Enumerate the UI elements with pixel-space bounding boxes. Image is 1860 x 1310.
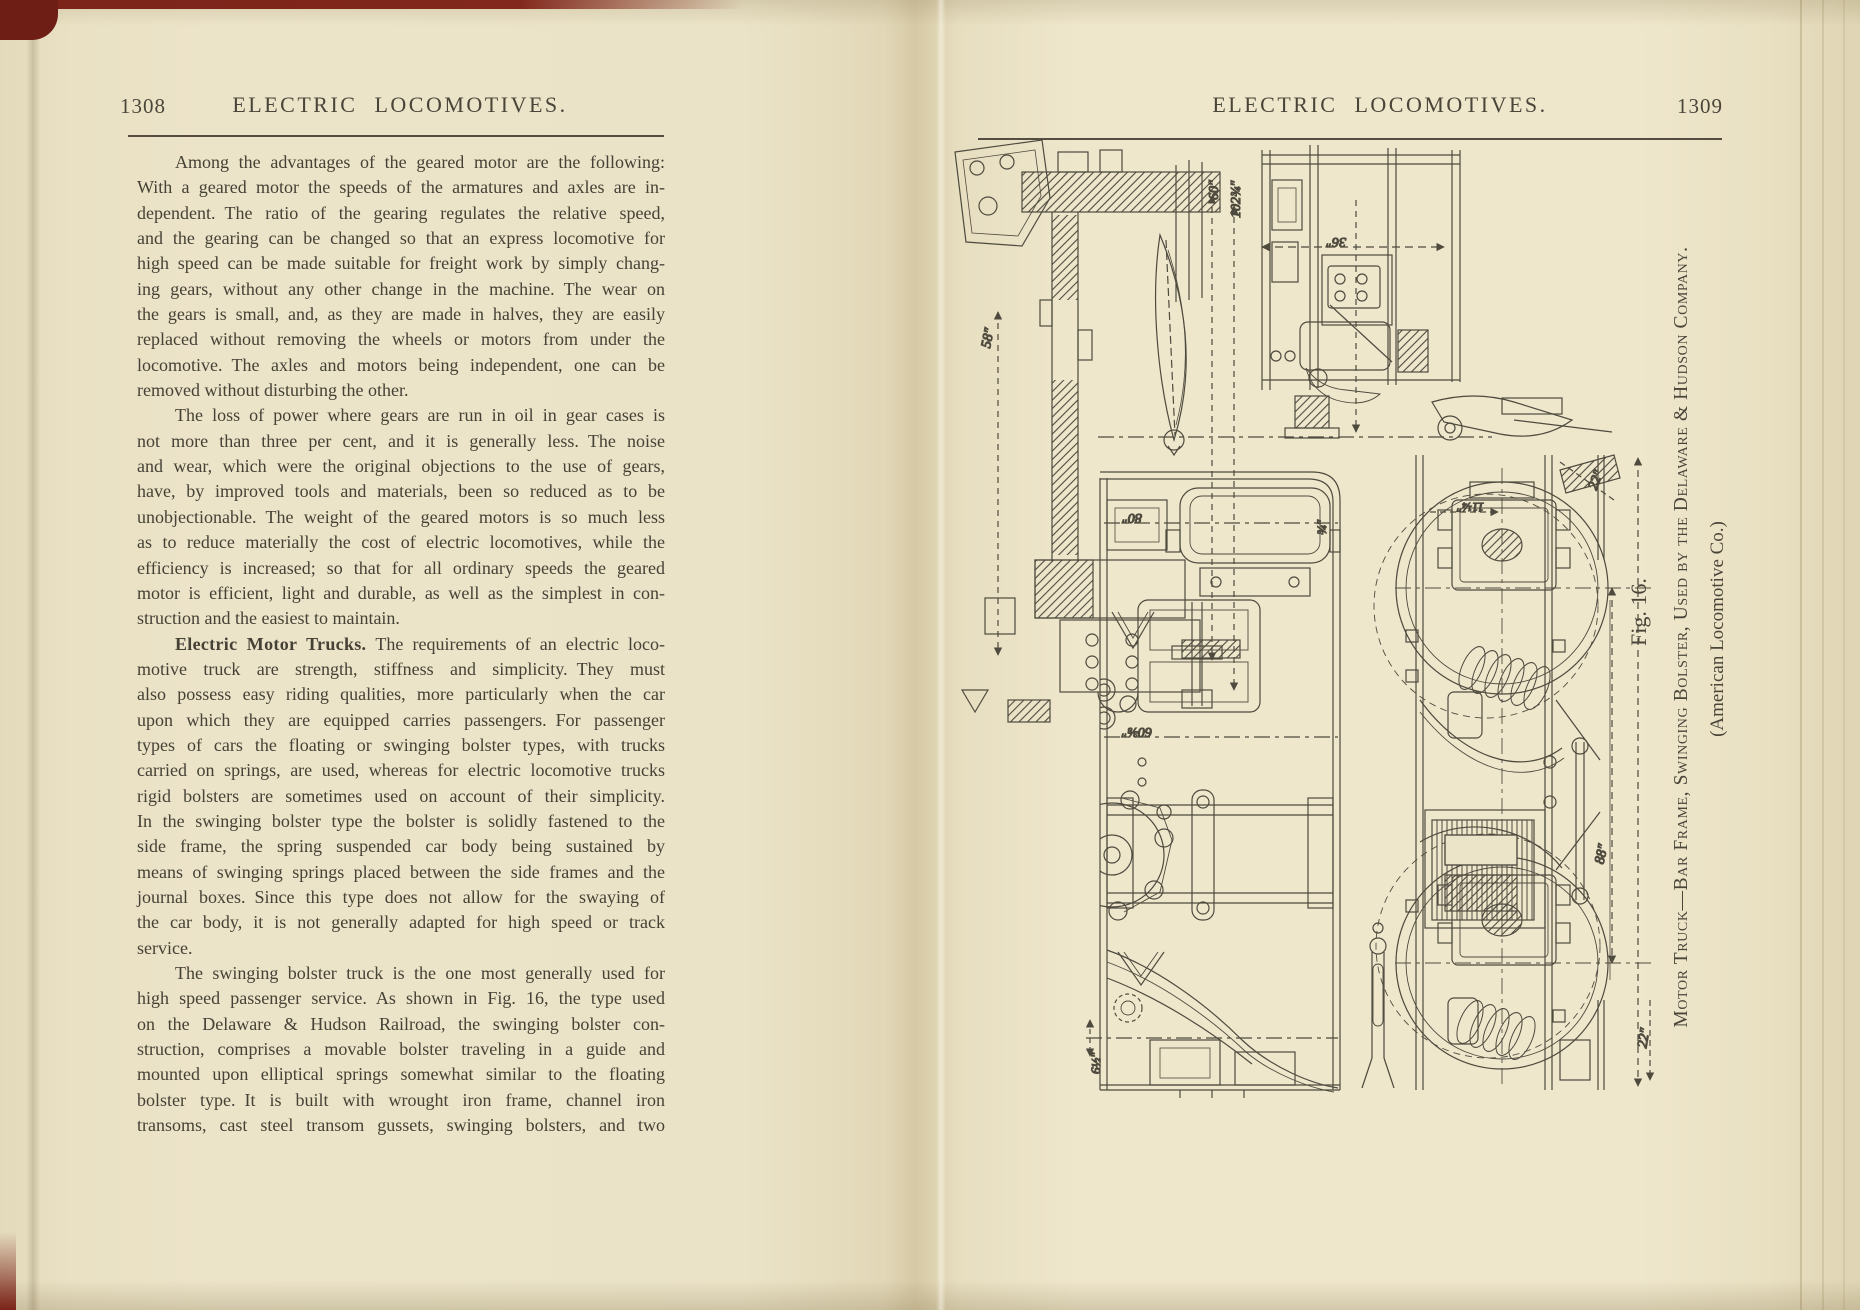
- text-line: also possess easy riding qualities, more particularly when the car: [137, 684, 665, 705]
- text-line: struction, comprises a movable bolster traveling in a guide and: [137, 1039, 665, 1060]
- text-line: removed without disturbing the other.: [137, 380, 409, 401]
- text-line: transoms, cast steel transom gussets, swinging bolsters, and two: [137, 1115, 665, 1136]
- text-line: dependent. The ratio of the gearing regulates the relative speed,: [137, 202, 665, 223]
- text-line: Electric Motor Trucks. The requirements of an electric loco-: [175, 633, 665, 654]
- text-line: service.: [137, 937, 193, 958]
- figure-credit: (American Locomotive Co.): [1707, 521, 1728, 737]
- text-line: With a geared motor the speeds of the armatures and axles are in-: [137, 177, 665, 198]
- svg-text:11¼″: 11¼″: [1456, 500, 1484, 515]
- svg-text:60″: 60″: [1207, 180, 1222, 200]
- text-line: locomotive. The axles and motors being independent, one can be: [137, 354, 665, 375]
- text-line: The loss of power where gears are run in oil in gear cases is: [175, 405, 665, 426]
- text-line: journal boxes. Since this type does not allow for the swaying of: [137, 886, 665, 907]
- svg-text:¾″: ¾″: [1314, 519, 1329, 535]
- svg-text:36″: 36″: [1326, 234, 1346, 249]
- text-line: high speed can be made suitable for freight work by simply chang-: [137, 253, 665, 274]
- svg-text:60⅜″: 60⅜″: [1121, 724, 1152, 739]
- svg-text:88″: 88″: [1592, 842, 1612, 866]
- text-line: efficiency is increased; so that for all ordinary speeds the geared: [137, 557, 665, 578]
- text-line: carried on springs, are used, whereas for electric locomotive trucks: [137, 760, 665, 781]
- svg-text:6½″: 6½″: [1088, 1052, 1103, 1074]
- page-number-right: 1309: [1677, 94, 1723, 118]
- running-head-left: ELECTRIC LOCOMOTIVES.: [232, 92, 568, 117]
- text-line: side frame, the spring suspended car body being sustained by: [137, 836, 665, 857]
- text-line: Among the advantages of the geared motor are the following:: [175, 152, 665, 172]
- text-line: motive truck are strength, stiffness and simplicity. They must: [137, 658, 665, 679]
- elevation-view: [1374, 455, 1655, 1090]
- plan-view: [1060, 472, 1340, 1098]
- text-line: high speed passenger service. As shown in Fig. 16, the type used: [137, 988, 665, 1009]
- figure-caption: Motor Truck—Bar Frame, Swinging Bolster, Used by the Delaware & Hudson Company.: [1671, 246, 1692, 1028]
- svg-text:102¾″: 102¾″: [1229, 180, 1244, 218]
- text-line: motor is efficient, light and durable, as well as the simplest in con-: [137, 582, 665, 603]
- text-line: upon which they are equipped carries passengers. For passenger: [137, 709, 665, 730]
- page-number-left: 1308: [120, 94, 166, 118]
- text-line: The swinging bolster truck is the one most generally used for: [175, 963, 665, 983]
- text-line: bolster type. It is built with wrought iron frame, channel iron: [137, 1089, 665, 1110]
- text-line: ing gears, without any other change in the machine. The wear on: [137, 278, 665, 299]
- text-line: the car body, it is not generally adapted for high speed or track: [137, 912, 665, 933]
- text-line: rigid bolsters are sometimes used on account of their simplicity.: [137, 785, 665, 806]
- text-line: the gears is small, and, as they are made in halves, they are easily: [137, 304, 665, 325]
- text-line: unobjectionable. The weight of the geared motors is so much less: [137, 506, 665, 527]
- text-line: and the gearing can be changed so that an express locomotive for: [137, 228, 665, 249]
- svg-text:22″: 22″: [1586, 468, 1607, 493]
- svg-text:22″: 22″: [1635, 1027, 1654, 1050]
- section-view-right: [1262, 145, 1460, 403]
- text-line: struction and the easiest to maintain.: [137, 608, 400, 629]
- text-line: mounted upon elliptical springs somewhat similar to the floating: [137, 1064, 665, 1085]
- running-head-right: ELECTRIC LOCOMOTIVES.: [1212, 92, 1548, 117]
- text-line: on the Delaware & Hudson Railroad, the swinging bolster con-: [137, 1013, 665, 1034]
- text-line: not more than three per cent, and it is generally less. The noise: [137, 430, 665, 451]
- text-line: and wear, which were the original objections to the use of gears,: [137, 456, 665, 477]
- text-line: In the swinging bolster type the bolster is solidly fastened to the: [137, 810, 665, 831]
- figure-number: Fig. 16.: [1626, 578, 1651, 646]
- text-line: types of cars the floating or swinging bolster types, with trucks: [137, 734, 665, 755]
- svg-text:58″: 58″: [979, 326, 998, 350]
- text-line: have, by improved tools and materials, been so reduced as to be: [137, 481, 665, 502]
- figure-middle: [1098, 200, 1620, 1088]
- text-line: means of swinging springs placed between the side frames and the: [137, 861, 665, 882]
- svg-text:80″: 80″: [1122, 510, 1142, 525]
- text-line: replaced without removing the wheels or motors from under the: [137, 329, 665, 350]
- text-line: as to reduce materially the cost of electric locomotives, while the: [137, 532, 665, 553]
